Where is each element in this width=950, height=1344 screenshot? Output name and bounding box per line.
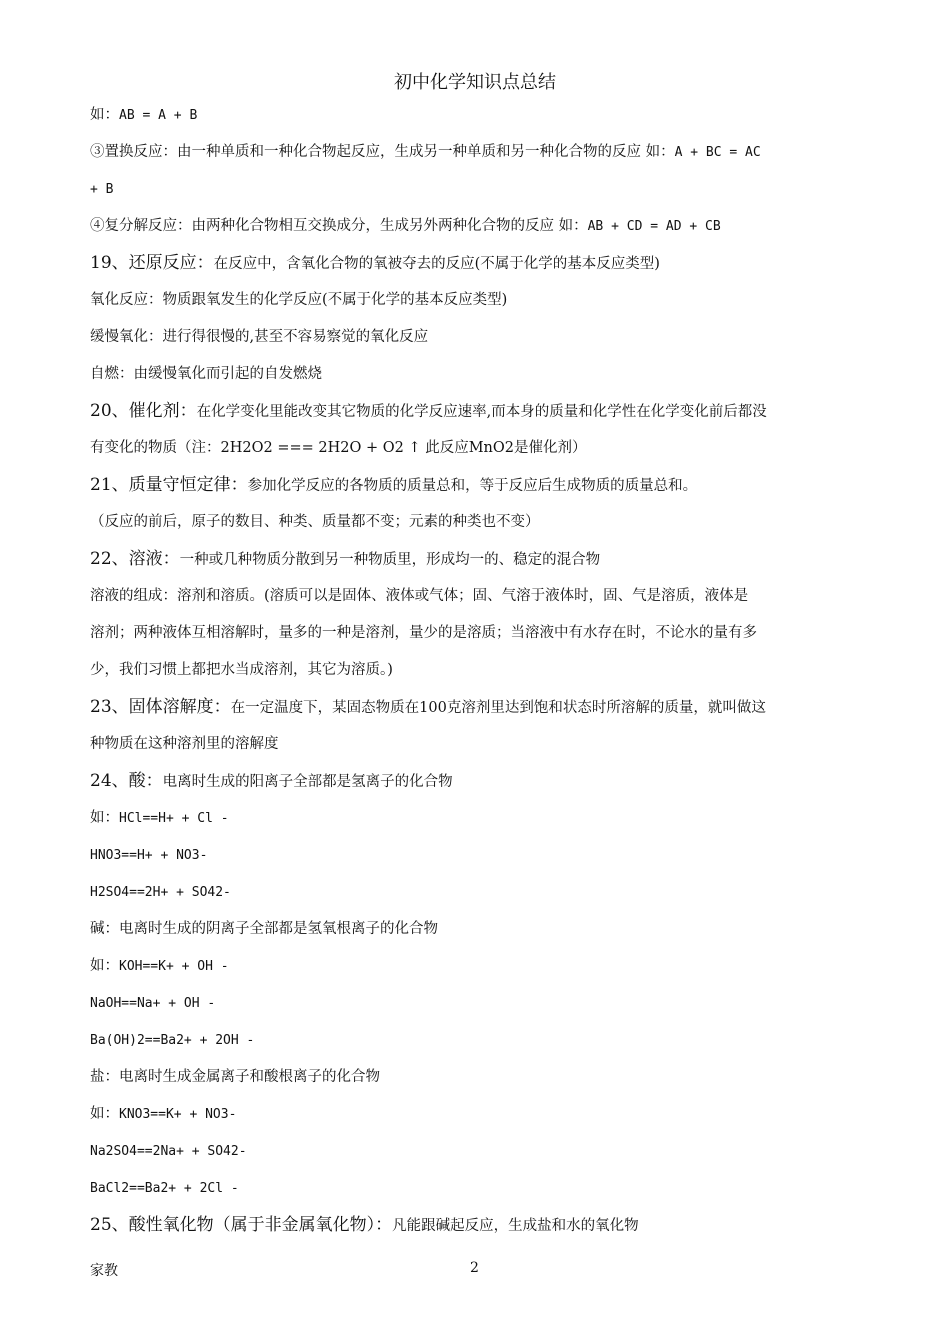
- body-text: （反应的前后，原子的数目、种类、质量都不变；元素的种类也不变）: [90, 514, 540, 530]
- text-line: [90, 879, 865, 916]
- text-line: [90, 953, 865, 990]
- section-heading: 22、溶液：: [90, 549, 180, 569]
- page-number: 2: [470, 1260, 479, 1276]
- text-line: [90, 768, 865, 805]
- formula-text: KNO3==K+ + NO3-: [119, 1107, 237, 1122]
- body-text: 少，我们习惯上都把水当成溶剂，其它为溶质。): [90, 662, 393, 678]
- text-line: [90, 657, 865, 694]
- text-line: [90, 102, 865, 139]
- text-line: [90, 287, 865, 324]
- text-line: [90, 324, 865, 361]
- body-text: 溶液的组成：溶剂和溶质。(溶质可以是固体、液体或气体；固、气溶于液体时，固、气是溶质，液体是: [90, 588, 749, 604]
- text-line: [90, 916, 865, 953]
- section-heading: 23、固体溶解度：: [90, 697, 231, 717]
- text-line: [90, 1027, 865, 1064]
- body-text: 盐：电离时生成金属离子和酸根离子的化合物: [90, 1069, 380, 1085]
- text-line: [90, 620, 865, 657]
- formula-text: Na2SO4==2Na+ + SO42-: [90, 1144, 247, 1159]
- formula-text: HCl==H+ + Cl -: [119, 811, 229, 826]
- text-line: [90, 361, 865, 398]
- text-line: [90, 1175, 865, 1212]
- text-line: [90, 990, 865, 1027]
- definition-text: 在一定温度下，某固态物质在100克溶剂里达到饱和状态时所溶解的质量，就叫做这: [230, 700, 766, 716]
- formula-text: AB + CD = AD + CB: [587, 219, 721, 234]
- text-line: [90, 1064, 865, 1101]
- body-text: 自燃：由缓慢氧化而引起的自发燃烧: [90, 366, 322, 382]
- text-line: [90, 398, 865, 435]
- definition-text: 凡能跟碱起反应，生成盐和水的氧化物: [392, 1218, 639, 1234]
- formula-text: A + BC = AC: [674, 145, 761, 160]
- text-line: [90, 694, 865, 731]
- page-title: 初中化学知识点总结: [394, 72, 556, 93]
- definition-text: 一种或几种物质分散到另一种物质里，形成均一的、稳定的混合物: [179, 552, 601, 568]
- formula-text: AB = A + B: [119, 108, 198, 123]
- body-text: 溶剂；两种液体互相溶解时，量多的一种是溶剂，量少的是溶质；当溶液中有水存在时，不论水的量有多: [90, 625, 757, 641]
- formula-text: BaCl2==Ba2+ + 2Cl -: [90, 1181, 239, 1196]
- body-text: 如：: [90, 810, 119, 826]
- text-line: [90, 250, 865, 287]
- definition-text: 在化学变化里能改变其它物质的化学反应速率,而本身的质量和化学性在化学变化前后都没: [196, 404, 767, 420]
- text-line: [90, 583, 865, 620]
- body-text: 碱：电离时生成的阴离子全部都是氢氧根离子的化合物: [90, 921, 438, 937]
- text-line: [90, 176, 865, 213]
- text-line: [90, 546, 865, 583]
- text-line: [90, 1101, 865, 1138]
- body-text: 种物质在这种溶剂里的溶解度: [90, 736, 279, 752]
- text-line: [90, 731, 865, 768]
- text-line: [90, 805, 865, 842]
- body-text: ④复分解反应：由两种化合物相互交换成分，生成另外两种化合物的反应 如：: [90, 218, 588, 234]
- formula-text: + B: [90, 182, 114, 197]
- footer-label: 家教: [90, 1263, 118, 1279]
- text-line: [90, 1138, 865, 1175]
- text-line: [90, 139, 865, 176]
- section-heading: 21、质量守恒定律：: [90, 475, 248, 495]
- body-text: ③置换反应：由一种单质和一种化合物起反应，生成另一种单质和另一种化合物的反应 如：: [90, 144, 675, 160]
- text-line: [90, 1212, 865, 1249]
- section-heading: 24、酸：: [90, 771, 163, 791]
- section-heading: 25、酸性氧化物（属于非金属氧化物）：: [90, 1215, 393, 1235]
- section-heading: 19、还原反应：: [90, 253, 214, 273]
- body-text: 氧化反应：物质跟氧发生的化学反应(不属于化学的基本反应类型): [90, 292, 508, 308]
- body-text: 有变化的物质（注：2H2O2 === 2H2O + O2 ↑ 此反应MnO2是催化剂）: [90, 440, 587, 456]
- body-text: 缓慢氧化：进行得很慢的,甚至不容易察觉的氧化反应: [90, 329, 429, 345]
- text-line: [90, 509, 865, 546]
- document-body: [90, 102, 865, 1249]
- formula-text: KOH==K+ + OH -: [119, 959, 229, 974]
- text-line: [90, 213, 865, 250]
- definition-text: 电离时生成的阳离子全部都是氢离子的化合物: [162, 774, 453, 790]
- formula-text: NaOH==Na+ + OH -: [90, 996, 216, 1011]
- body-text: 如：: [90, 958, 119, 974]
- definition-text: 参加化学反应的各物质的质量总和，等于反应后生成物质的质量总和。: [247, 478, 698, 494]
- text-line: [90, 435, 865, 472]
- formula-text: HNO3==H+ + NO3-: [90, 848, 208, 863]
- formula-text: H2SO4==2H+ + SO42-: [90, 885, 231, 900]
- text-line: [90, 472, 865, 509]
- definition-text: 在反应中，含氧化合物的氧被夺去的反应(不属于化学的基本反应类型): [213, 256, 660, 272]
- body-text: 如：: [90, 107, 119, 123]
- body-text: 如：: [90, 1106, 119, 1122]
- section-heading: 20、催化剂：: [90, 401, 197, 421]
- formula-text: Ba(OH)2==Ba2+ + 2OH -: [90, 1033, 255, 1048]
- text-line: [90, 842, 865, 879]
